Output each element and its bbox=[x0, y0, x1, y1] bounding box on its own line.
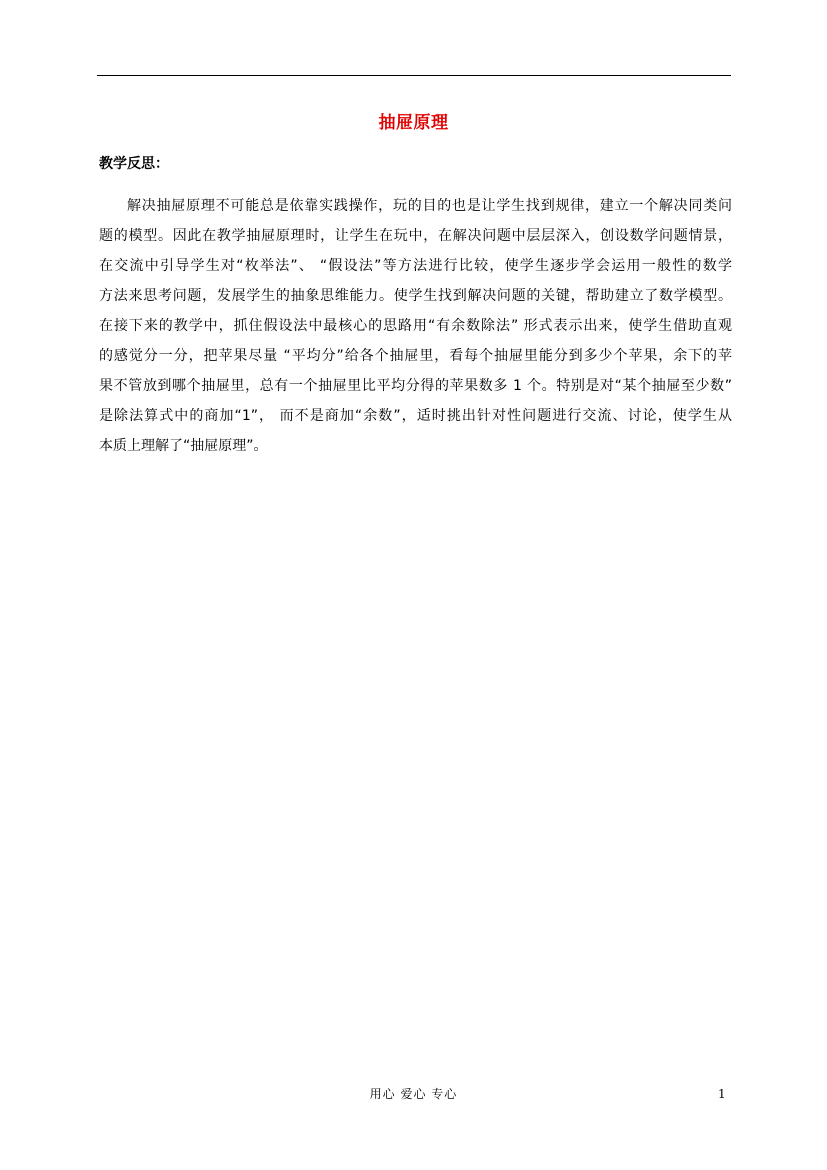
section-heading: 教学反思： bbox=[99, 156, 169, 172]
footer-motto: 用心 爱心 专心 bbox=[369, 1087, 458, 1101]
paragraph-line: 是除法算式中的商加“1”， 而不是商加“余数”，适时挑出针对性问题进行交流、讨论，使学生从 bbox=[99, 408, 732, 424]
document-title: 抽屉原理 bbox=[378, 113, 449, 133]
paragraph-line: 方法来思考问题，发展学生的抽象思维能力。使学生找到解决问题的关键，帮助建立了数学模型。 bbox=[99, 288, 732, 304]
paragraph-line: 本质上理解了“抽屉原理”。 bbox=[99, 438, 268, 454]
paragraph-line: 题的模型。因此在教学抽屉原理时，让学生在玩中，在解决问题中层层深入，创设数学问题情景， bbox=[99, 228, 732, 244]
paragraph-line: 的感觉分一分，把苹果尽量 “平均分”给各个抽屉里，看每个抽屉里能分到多少个苹果，余下的苹 bbox=[99, 348, 732, 364]
paragraph-line: 在交流中引导学生对“枚举法”、 “假设法”等方法进行比较，使学生逐步学会运用一般性的数学 bbox=[99, 258, 732, 274]
body-paragraph bbox=[99, 195, 732, 465]
page-number: 1 bbox=[718, 1087, 726, 1101]
paragraph-line: 在接下来的教学中，抓住假设法中最核心的思路用“有余数除法” 形式表示出来，使学生借助直观 bbox=[99, 318, 732, 334]
paragraph-line: 解决抽屉原理不可能总是依靠实践操作，玩的目的也是让学生找到规律，建立一个解决同类问 bbox=[127, 198, 732, 214]
paragraph-line: 果不管放到哪个抽屉里，总有一个抽屉里比平均分得的苹果数多 1 个。特别是对“某个抽屉至少数” bbox=[99, 378, 732, 394]
header-rule bbox=[97, 75, 731, 76]
